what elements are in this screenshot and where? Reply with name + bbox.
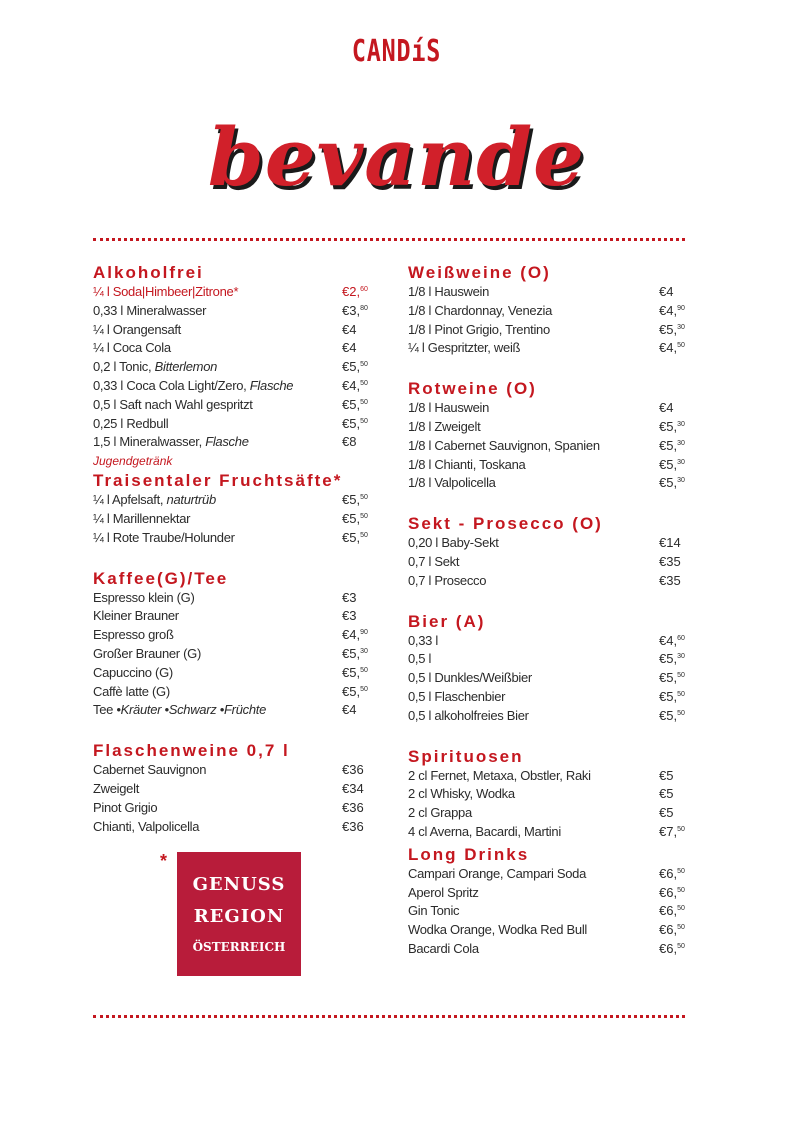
- divider-top: [93, 238, 685, 241]
- section-sekt: [408, 513, 685, 590]
- menu-item-price: €4: [659, 284, 674, 299]
- menu-item-price: €6,50: [659, 903, 685, 919]
- menu-item-price: €34: [342, 780, 364, 796]
- menu-item-name: 2 cl Fernet, Metaxa, Obstler, Raki: [408, 767, 591, 783]
- menu-item-name: 0,5 l: [408, 651, 432, 667]
- menu-item-name: ¼ l Gespritzter, weiß: [408, 340, 521, 356]
- section-title: Traisentaler Fruchtsäfte*: [93, 471, 343, 491]
- menu-item: [408, 437, 685, 456]
- menu-item-name: ¼ l Rote Traube/Holunder: [93, 529, 235, 545]
- item-list: [408, 865, 685, 959]
- item-list: [408, 399, 685, 493]
- price-cents: 30: [677, 323, 685, 331]
- section-fruchtsaefte: [93, 470, 368, 547]
- menu-item-price: €6,50: [659, 865, 685, 881]
- menu-item: [93, 645, 368, 664]
- menu-item-price: €5,50: [342, 510, 368, 526]
- section-title: Rotweine (O): [408, 379, 537, 399]
- menu-item-price: €5: [659, 786, 674, 802]
- menu-item-price: €4,60: [659, 632, 685, 648]
- menu-item-detail: naturtrüb: [166, 492, 216, 508]
- price-cents: 30: [677, 458, 685, 466]
- price-cents: 50: [677, 942, 685, 950]
- menu-item-name: 1/8 l Chardonnay, Venezia: [408, 302, 553, 318]
- price-cents: 50: [677, 672, 685, 680]
- menu-item-price: €5,50: [342, 396, 368, 412]
- menu-item: [408, 884, 685, 903]
- menu-item-price: €5,50: [659, 707, 685, 723]
- menu-item: [408, 669, 685, 688]
- menu-item-name: 1/8 l Hauswein: [408, 400, 490, 416]
- menu-item: [93, 799, 368, 818]
- page-title: bevande: [207, 110, 586, 204]
- menu-item-name: 0,5 l Saft nach Wahl gespritzt: [93, 396, 253, 412]
- menu-item: [93, 415, 368, 434]
- menu-item-name: 0,7 l Prosecco: [408, 572, 487, 588]
- price-cents: 30: [677, 653, 685, 661]
- menu-item-name: Wodka Orange, Wodka Red Bull: [408, 922, 587, 938]
- section-flaschenweine: [93, 740, 368, 836]
- price-cents: 50: [360, 398, 368, 406]
- menu-item: [93, 396, 368, 415]
- menu-item-name: 1/8 l Cabernet Sauvignon, Spanien: [408, 437, 600, 453]
- section-title: Sekt - Prosecco (O): [408, 514, 603, 534]
- menu-item: [408, 339, 685, 358]
- price-cents: 60: [677, 634, 685, 642]
- menu-item-name: ¼ l Marillennektar: [93, 510, 191, 526]
- item-list: [93, 761, 368, 836]
- menu-item: [408, 418, 685, 437]
- menu-item: [408, 823, 685, 842]
- menu-item-price: €4,90: [342, 627, 368, 643]
- menu-item-name: 0,25 l Redbull: [93, 415, 169, 431]
- menu-item-price: €4: [342, 702, 357, 718]
- menu-item: [93, 607, 368, 626]
- section-title: Bier (A): [408, 611, 486, 631]
- price-cents: 30: [677, 439, 685, 447]
- menu-item: [408, 553, 685, 572]
- menu-item-name: Cabernet Sauvignon: [93, 762, 207, 778]
- section-title: Weißweine (O): [408, 263, 551, 282]
- menu-item-price: €3,80: [342, 302, 368, 318]
- menu-item: [93, 761, 368, 780]
- logo-line-1: GENUSS: [192, 874, 286, 895]
- price-cents: 80: [360, 304, 368, 312]
- menu-item-name: Capuccino (G): [93, 664, 173, 680]
- price-cents: 50: [360, 685, 368, 693]
- section-rotweine: [408, 378, 685, 493]
- menu-item-price: €3: [342, 589, 357, 605]
- menu-item-price: €5,30: [659, 418, 685, 434]
- section-title: Spirituosen: [408, 746, 524, 766]
- menu-item-name: 0,7 l Sekt: [408, 553, 460, 569]
- brand-logo: CANDíS: [351, 34, 442, 69]
- menu-item: [93, 683, 368, 702]
- menu-item-name: Aperol Spritz: [408, 884, 479, 900]
- menu-item-price: €5,50: [342, 492, 368, 508]
- menu-item-name: 1/8 l Valpolicella: [408, 475, 496, 491]
- menu-item: [408, 572, 685, 591]
- menu-item-price: €35: [659, 553, 681, 569]
- menu-item: [408, 283, 685, 302]
- menu-item: [408, 865, 685, 884]
- section-weissweine: [408, 262, 685, 358]
- item-list: [408, 283, 685, 358]
- menu-item-name: Pinot Grigio: [93, 799, 158, 815]
- menu-item-price: €4: [342, 340, 357, 356]
- price-cents: 50: [360, 361, 368, 369]
- menu-item-price: €5,50: [342, 415, 368, 431]
- menu-item: [93, 701, 368, 720]
- price-cents: 50: [677, 709, 685, 717]
- menu-item-price: €5,50: [342, 359, 368, 375]
- item-list: [93, 589, 368, 721]
- menu-item-price: €6,50: [659, 940, 685, 956]
- item-list: [93, 491, 368, 547]
- menu-item: [93, 529, 368, 548]
- menu-item-name: Espresso groß: [93, 627, 174, 643]
- menu-item-name: Espresso klein (G): [93, 589, 195, 605]
- asterisk-mark: *: [160, 851, 168, 871]
- logo-line-2: REGION: [193, 906, 285, 927]
- price-cents: 50: [677, 924, 685, 932]
- menu-item-price: €36: [342, 762, 364, 778]
- item-list: [408, 767, 685, 842]
- menu-item: [408, 921, 685, 940]
- menu-item-name: 2 cl Grappa: [408, 805, 472, 821]
- price-cents: 50: [360, 417, 368, 425]
- menu-item: [93, 377, 368, 396]
- price-cents: 50: [677, 886, 685, 894]
- menu-item: [93, 818, 368, 837]
- menu-item: [408, 767, 685, 786]
- menu-item-name: 4 cl Averna, Bacardi, Martini: [408, 823, 561, 839]
- menu-item: [408, 302, 685, 321]
- menu-item: [408, 474, 685, 493]
- menu-item-name: Kleiner Brauner: [93, 608, 179, 624]
- price-cents: 50: [677, 342, 685, 350]
- item-list: [408, 534, 685, 590]
- menu-item-price: €5,30: [659, 651, 685, 667]
- right-column: [408, 262, 685, 979]
- menu-item: [93, 339, 368, 358]
- menu-item-price: €5,30: [659, 437, 685, 453]
- menu-item-price: €4: [342, 321, 357, 337]
- menu-item-name: ¼ l Coca Cola: [93, 340, 171, 356]
- menu-item-name: 1/8 l Chianti, Toskana: [408, 456, 526, 472]
- menu-item: [408, 688, 685, 707]
- price-cents: 30: [360, 647, 368, 655]
- menu-item-price: €2,60: [342, 284, 368, 299]
- menu-item: [93, 626, 368, 645]
- menu-item: [408, 902, 685, 921]
- section-kaffee: [93, 568, 368, 721]
- menu-item-name: Bacardi Cola: [408, 940, 479, 956]
- menu-item: [93, 491, 368, 510]
- menu-item-price: €5,50: [659, 670, 685, 686]
- menu-item-price: €5: [659, 805, 674, 821]
- menu-item-price: €3: [342, 608, 357, 624]
- section-title: Flaschenweine 0,7 l: [93, 741, 290, 761]
- price-cents: 50: [360, 379, 368, 387]
- menu-item-price: €14: [659, 535, 681, 551]
- price-cents: 90: [677, 304, 685, 312]
- menu-item-name: 2 cl Whisky, Wodka: [408, 786, 515, 802]
- menu-item-price: €8: [342, 434, 357, 450]
- menu-item-price: €4,90: [659, 302, 685, 318]
- price-cents: 30: [677, 477, 685, 485]
- menu-item-name: 1/8 l Pinot Grigio, Trentino: [408, 321, 550, 337]
- menu-item: [408, 650, 685, 669]
- menu-item: [408, 399, 685, 418]
- price-cents: 50: [360, 531, 368, 539]
- menu-item-name: 0,20 l Baby-Sekt: [408, 535, 499, 551]
- menu-item-name: 0,2 l Tonic, Bitterlemon: [93, 359, 218, 375]
- menu-item-name: Gin Tonic: [408, 903, 460, 919]
- price-cents: 50: [677, 867, 685, 875]
- item-list: [93, 283, 368, 452]
- menu-item: [408, 632, 685, 651]
- menu-item-name: 0,5 l alkoholfreies Bier: [408, 707, 529, 723]
- menu-item: [408, 534, 685, 553]
- section-spirituosen: [408, 746, 685, 842]
- section-title: Alkoholfrei: [93, 263, 204, 282]
- menu-item-price: €4: [659, 400, 674, 416]
- menu-item: [408, 321, 685, 340]
- menu-item-detail: Bitterlemon: [154, 359, 218, 375]
- menu-item-price: €5: [659, 767, 674, 783]
- menu-item-name: 1/8 l Hauswein: [408, 284, 490, 299]
- menu-item-name: Campari Orange, Campari Soda: [408, 865, 587, 881]
- menu-item-price: €6,50: [659, 922, 685, 938]
- price-cents: 90: [360, 629, 368, 637]
- menu-item: [408, 707, 685, 726]
- menu-item-name: ¼ l Apfelsaft, naturtrüb: [93, 492, 216, 508]
- menu-item-price: €7,50: [659, 823, 685, 839]
- menu-item: [408, 785, 685, 804]
- menu-item-name: 0,5 l Dunkles/Weißbier: [408, 670, 532, 686]
- menu-item: [408, 940, 685, 959]
- section-alkoholfrei: [93, 262, 368, 470]
- menu-item: [408, 456, 685, 475]
- menu-item-price: €5,30: [659, 321, 685, 337]
- menu-item: [93, 321, 368, 340]
- price-cents: 50: [360, 512, 368, 520]
- menu-item-price: €36: [342, 799, 364, 815]
- divider-bottom: [93, 1015, 685, 1018]
- menu-item-detail: Flasche: [205, 434, 249, 450]
- menu-item-detail: Flasche: [249, 377, 294, 393]
- price-cents: 50: [677, 690, 685, 698]
- menu-item-price: €4,50: [659, 340, 685, 356]
- menu-item: [93, 358, 368, 377]
- menu-item: [93, 302, 368, 321]
- menu-item-name: ¼ l Orangensaft: [93, 321, 181, 337]
- menu-item: [93, 664, 368, 683]
- menu-item-name: Großer Brauner (G): [93, 645, 202, 661]
- menu-item-detail: •Kräuter •Schwarz •Früchte: [116, 702, 267, 718]
- menu-item: [93, 433, 368, 452]
- menu-item-price: €5,30: [659, 456, 685, 472]
- menu-item-price: €5,50: [342, 529, 368, 545]
- menu-item-price: €35: [659, 572, 681, 588]
- section-title: Kaffee(G)/Tee: [93, 568, 229, 588]
- menu-item-price: €6,50: [659, 884, 685, 900]
- section-bier: [408, 611, 685, 726]
- menu-item-name: Zweigelt: [93, 780, 140, 796]
- menu-item-price: €4,50: [342, 377, 368, 393]
- genuss-region-logo: [177, 852, 301, 976]
- menu-item: [93, 283, 368, 302]
- menu-item-name: 1,5 l Mineralwasser, Flasche: [93, 434, 249, 450]
- menu-item-name: 0,33 l: [408, 632, 439, 648]
- price-cents: 50: [360, 494, 368, 502]
- price-cents: 30: [677, 420, 685, 428]
- menu-item-name: 0,5 l Flaschenbier: [408, 688, 506, 704]
- menu-item-price: €5,30: [659, 475, 685, 491]
- menu-item-name: Caffè latte (G): [93, 683, 170, 699]
- menu-item-price: €5,50: [659, 688, 685, 704]
- menu-item-name: Tee •Kräuter •Schwarz •Früchte: [93, 702, 267, 718]
- left-column: [93, 262, 368, 856]
- menu-item-name: Chianti, Valpolicella: [93, 818, 200, 834]
- price-cents: 60: [360, 286, 368, 293]
- logo-line-3: ÖSTERREICH: [192, 940, 286, 954]
- menu-item: [93, 510, 368, 529]
- menu-item-price: €5,50: [342, 664, 368, 680]
- section-longdrinks: [408, 844, 685, 959]
- menu-item: [408, 804, 685, 823]
- menu-item-name: 0,33 l Coca Cola Light/Zero, Flasche: [93, 377, 294, 393]
- menu-item-price: €5,50: [342, 683, 368, 699]
- menu-item-price: €36: [342, 818, 364, 834]
- menu-item-name: ¼ l Soda|Himbeer|Zitrone*: [93, 284, 239, 299]
- item-list: [408, 632, 685, 726]
- menu-item: [93, 589, 368, 608]
- menu-item-name: 0,33 l Mineralwasser: [93, 302, 207, 318]
- price-cents: 50: [677, 825, 685, 833]
- menu-item-price: €5,30: [342, 645, 368, 661]
- menu-item: [93, 780, 368, 799]
- menu-item-name: 1/8 l Zweigelt: [408, 418, 481, 434]
- section-title: Long Drinks: [408, 844, 530, 864]
- price-cents: 50: [360, 666, 368, 674]
- section-note: Jugendgetränk: [93, 454, 173, 469]
- price-cents: 50: [677, 905, 685, 913]
